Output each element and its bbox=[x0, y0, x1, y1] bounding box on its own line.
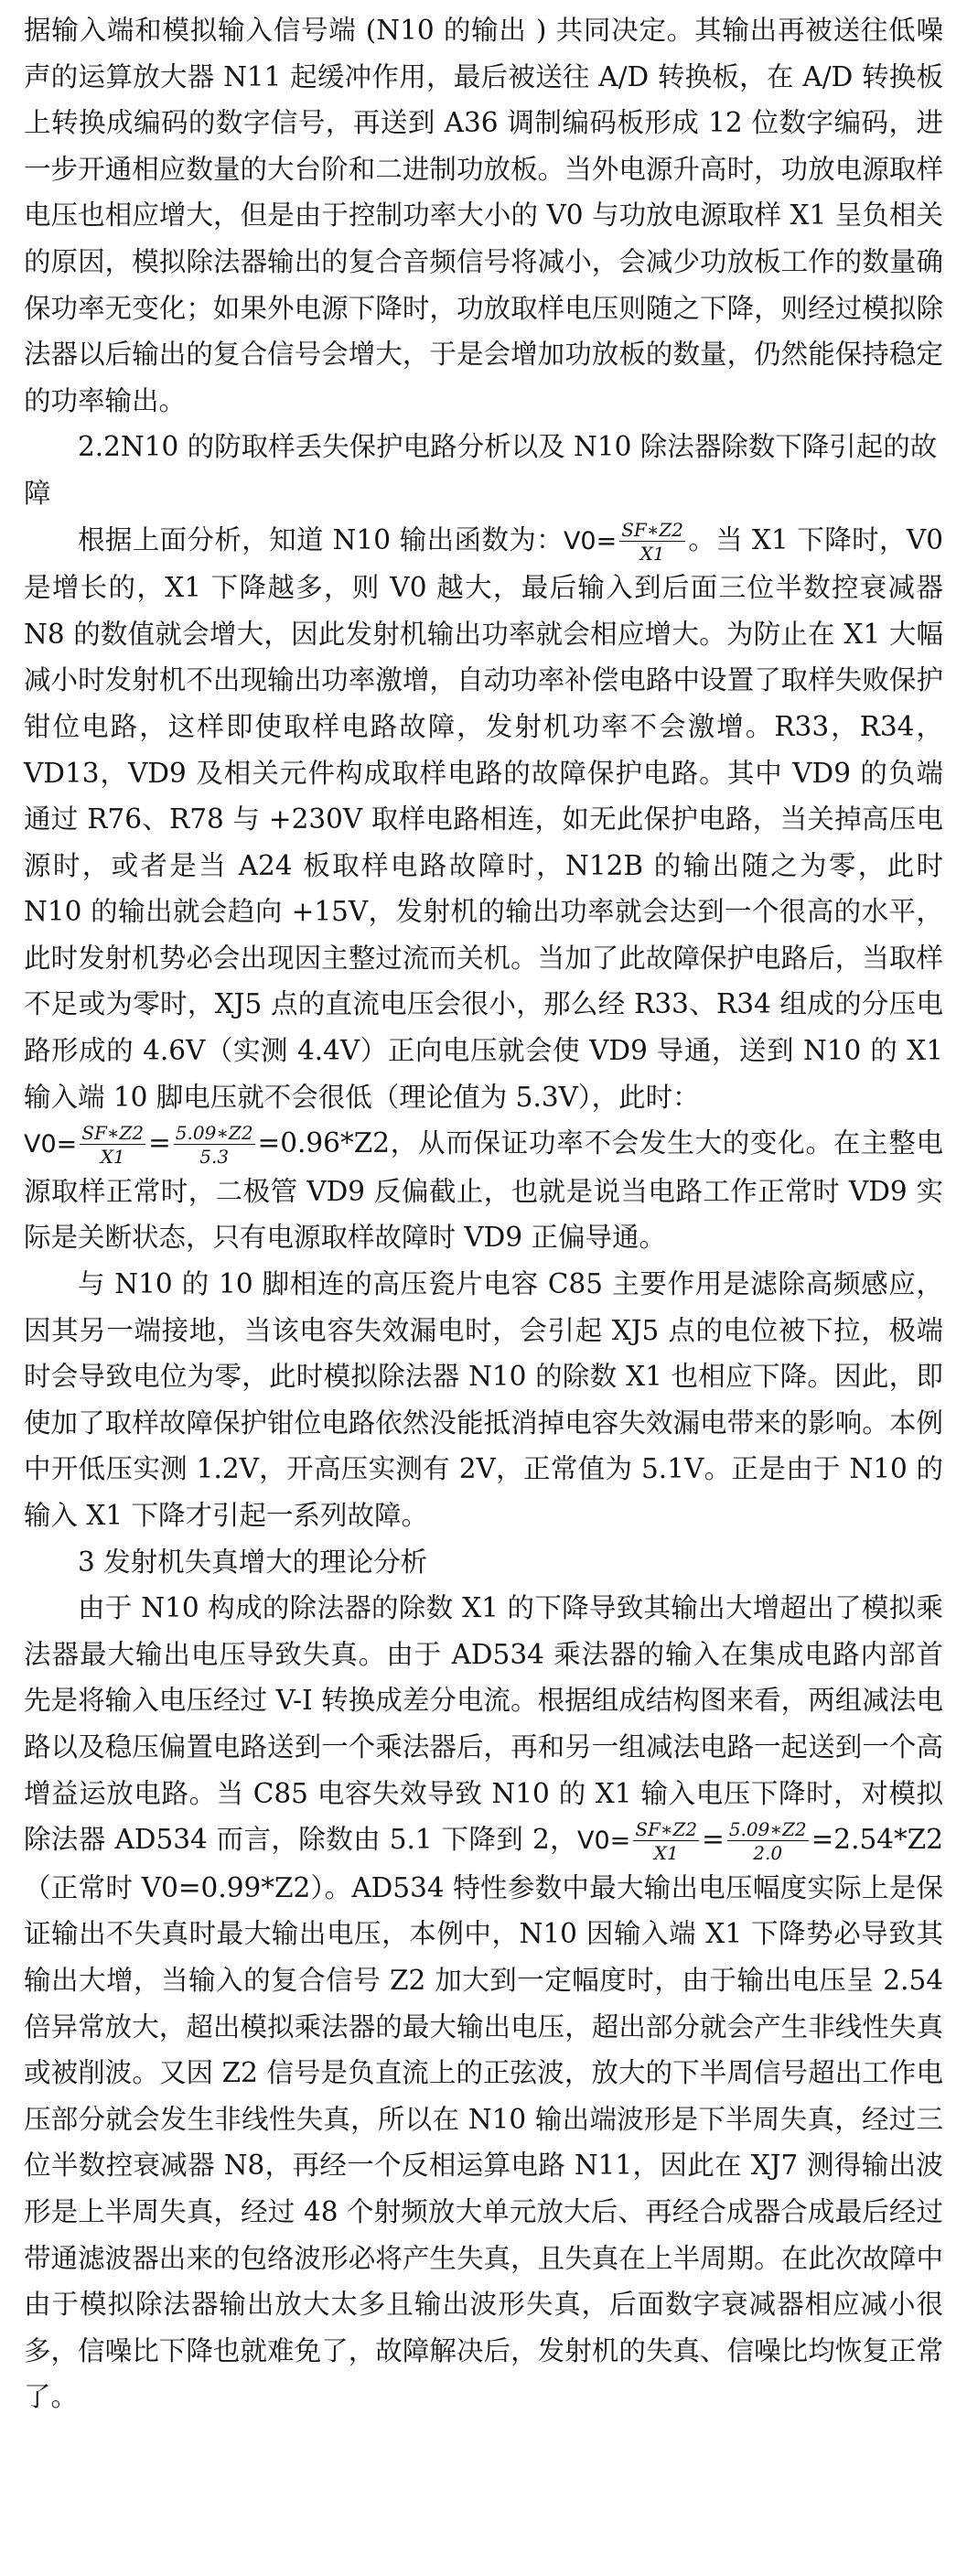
formula-lhs: V0= bbox=[563, 526, 618, 555]
paragraph-distortion-analysis bbox=[24, 1585, 943, 2420]
text-run: 。当 X1 下降时，V0 是增长的，X1 下降越多，则 V0 越大，最后输入到后面三位半数控衰减器 N8 的数值就会增大，因此发射机输出功率就会相应增大。为防止在 X1 大幅减小时发射机不出现输出功率激增，自动功率补偿电路中设置了取样失败保护钳位电路，这样即使取样电路故障，发射机功率不会激增。R33，R34，VD13，VD9 及相关元件构成取样电路的故障保护电路。其中 VD9 的负端通过 R76、R78 与 +230V 取样电路相连，如无此保护电路，当关掉高压电源时，或者是当 A24 板取样电路故障时，N12B 的输出随之为零，此时 N10 的输出就会趋向 +15V，发射机的输出功率就会达到一个很高的水平，此时发射机势必会出现因主整过流而关机。当加了此故障保护电路后，当取样不足或为零时，XJ5 点的直流电压会很小，那么经 R33、R34 组成的分压电路形成的 4.6V（实测 4.4V）正向电压就会使 VD9 导通，送到 N10 的 X1 输入端 10 脚电压就不会很低（理论值为 5.3V），此时： bbox=[24, 523, 943, 1113]
text-run: =2.54*Z2（正常时 V0=0.99*Z2）。AD534 特性参数中最大输出电压幅度实际上是保证输出不失真时最大输出电压，本例中，N10 因输入端 X1 下降势必导致其输出大增，当输入的复合信号 Z2 加大到一定幅度时，由于输出电压呈 2.54 倍异常放大，超出模拟乘法器的最大输出电压，超出部分就会产生非线性失真或被削波。又因 Z2 信号是负直流上的正弦波，放大的下半周信号超出工作电压部分就会发生非线性失真，所以在 N10 输出端波形是下半周失真，经过三位半数控衰减器 N8，再经一个反相运算电路 N11，因此在 XJ7 测得输出波形是上半周失真，经过 48 个射频放大单元放大后、再经合成器合成最后经过带通滤波器出来的包络波形必将产生失真，且失真在上半周期。在此次故障中由于模拟除法器输出放大太多且输出波形失真，后面数字衰减器相应减小很多，信噪比下降也就难免了，故障解决后，发射机的失真、信噪比均恢复正常了。 bbox=[24, 1824, 943, 2413]
text-run: 根据上面分析，知道 N10 输出函数为： bbox=[78, 523, 564, 555]
fraction-formula bbox=[633, 1818, 699, 1865]
fraction-numerator: SF∗Z2 bbox=[621, 518, 684, 541]
text-run: =0.96*Z2，从而保证功率不会发生大的变化。在主整电源取样正常时，二极管 VD9 反偏截止，也就是说当电路工作正常时 VD9 实际是关断状态，只有电源取样故障时 VD9 正偏导通。 bbox=[24, 1127, 943, 1254]
fraction-numerator: 5.09∗Z2 bbox=[175, 1122, 253, 1145]
formula-lhs: V0= bbox=[577, 1827, 631, 1856]
fraction-numerator: SF∗Z2 bbox=[81, 1122, 145, 1145]
equals-sign: = bbox=[702, 1824, 725, 1856]
section-heading-3: 3 发射机失真增大的理论分析 bbox=[78, 1546, 428, 1578]
fraction-denominator: X1 bbox=[639, 542, 665, 565]
fraction-formula bbox=[174, 1122, 255, 1169]
fraction-numerator: 5.09∗Z2 bbox=[728, 1818, 807, 1841]
fraction-numerator: SF∗Z2 bbox=[635, 1818, 698, 1841]
fraction-denominator: 2.0 bbox=[753, 1842, 783, 1865]
equals-sign: = bbox=[148, 1127, 171, 1159]
paragraph-capacitor-c85: 与 N10 的 10 脚相连的高压瓷片电容 C85 主要作用是滤除高频感应，因其另一端接地，当该电容失效漏电时，会引起 XJ5 点的电位被下拉，极端时会导致电位为零，此时模拟除法器 N10 的除数 X1 也相应下降。因此，即使加了取样故障保护钳位电路依然没能抵消掉电容失效漏电带来的影响。本例中开低压实测 1.2V，开高压实测有 2V，正常值为 5.1V。正是由于 N10 的输入 X1 下降才引起一系列故障。 bbox=[24, 1268, 943, 1531]
paragraph-protection-circuit bbox=[24, 517, 943, 1262]
section-heading-2-2: 2.2N10 的防取样丢失保护电路分析以及 N10 除法器除数下降引起的故障 bbox=[24, 431, 938, 509]
fraction-formula bbox=[619, 518, 685, 565]
paragraph-power-compensation: 据输入端和模拟输入信号端 (N10 的输出 ) 共同决定。其输出再被送往低噪声的运算放大器 N11 起缓冲作用，最后被送往 A/D 转换板，在 A/D 转换板上转换成编码的数字信号，再送到 A36 调制编码板形成 12 位数字编码，进一步开通相应数量的大台阶和二进制功放板。当外电源升高时，功放电源取样电压也相应增大，但是由于控制功率大小的 V0 与功放电源取样 X1 呈负相关的原因，模拟除法器输出的复合音频信号将减小，会减少功放板工作的数量确保功率无变化；如果外电源下降时，功放取样电压则随之下降，则经过模拟除法器以后输出的复合信号会增大，于是会增加功放板的数量，仍然能保持稳定的功率输出。 bbox=[24, 15, 943, 416]
fraction-denominator: X1 bbox=[100, 1146, 125, 1169]
fraction-formula bbox=[80, 1122, 145, 1169]
text-run: 由于 N10 构成的除法器的除数 X1 的下降导致其输出大增超出了模拟乘法器最大输出电压导致失真。由于 AD534 乘法器的输入在集成电路内部首先是将输入电压经过 V-I 转换成差分电流。根据组成结构图来看，两组减法电路以及稳压偏置电路送到一个乘法器后，再和另一组减法电路一起送到一个高增益运放电路。当 C85 电容失效导致 N10 的 X1 输入电压下降时，对模拟除法器 AD534 而言，除数由 5.1 下降到 2， bbox=[24, 1592, 943, 1856]
formula-lhs: V0= bbox=[24, 1130, 78, 1159]
fraction-formula bbox=[727, 1818, 809, 1865]
fraction-denominator: 5.3 bbox=[199, 1146, 230, 1169]
fraction-denominator: X1 bbox=[653, 1842, 679, 1865]
